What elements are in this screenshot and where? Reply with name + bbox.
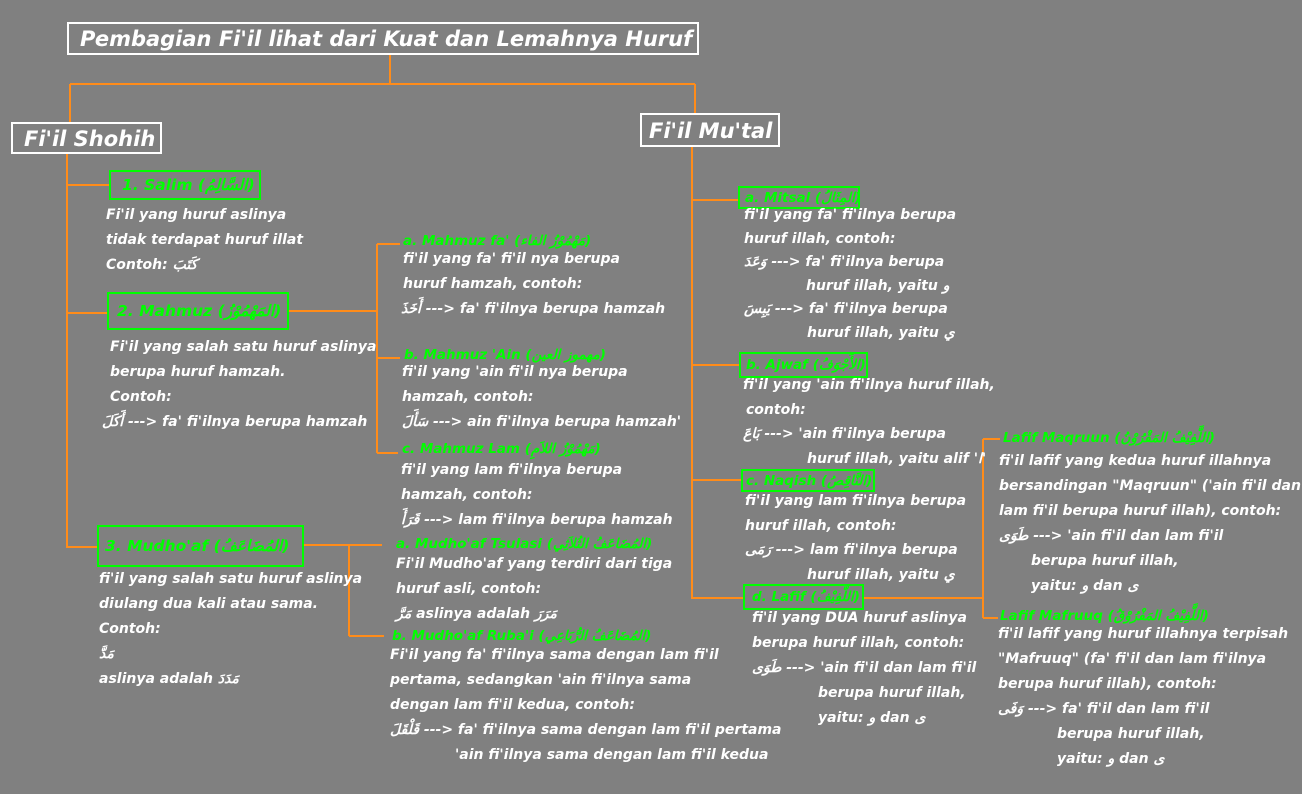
node-lafif-mafruuq: Lafif Mafruuq (اللَّفِيْفُ المَفْرُوْقُ) — [1000, 608, 1209, 624]
node-lafif-maqruun: Lafif Maqruun (اللَّفِيْفُ المَقْرُوْنُ) — [1003, 430, 1215, 446]
salim-description: Fi'il yang huruf aslinya tidak terdapat huruf illat Contoh: كَتَبَ — [106, 207, 304, 273]
mahmuz-ain-description: fi'il yang 'ain fi'il nya berupa hamzah, contoh: سَأَلَ ---> ain fi'ilnya berupa hamzah' — [402, 364, 682, 430]
mudhoaf-rubai-description: Fi'il yang fa' fi'ilnya sama dengan lam fi'il pertama, sedangkan 'ain fi'ilnya sama dengan lam fi'il kedua, contoh: قَلْقَلَ ---> fa' fi'ilnya sama dengan lam fi'il pertama 'ain fi'ilnya sama dengan lam fi'il kedua — [390, 647, 782, 763]
node-fiil-mutal — [640, 113, 780, 147]
lafif-mafruuq-description: fi'il lafif yang huruf illahnya terpisah "Mafruuq" (fa' fi'il dan lam fi'ilnya berupa huruf illah), contoh: وَفَى ---> fa' fi'il dan lam fi'il berupa huruf illah, yaitu: و dan ى — [998, 626, 1289, 767]
node-mahmuz — [107, 292, 289, 330]
node-fiil-mutal-label: Fi'il Mu'tal — [649, 119, 773, 143]
node-fiil-shohih-label: Fi'il Shohih — [24, 127, 156, 151]
node-mudhoaf — [97, 525, 304, 567]
title-text: Pembagian Fi'il lihat dari Kuat dan Lemahnya Huruf — [80, 27, 693, 51]
ajwaf-description: fi'il yang 'ain fi'ilnya huruf illah, contoh: بَاعَ ---> 'ain fi'ilnya berupa huruf illah, yaitu alif 'ا' — [743, 377, 995, 467]
node-salim-label: 1. Salim (السَّالِمُ) — [122, 176, 255, 194]
mitsal-description: fi'il yang fa' fi'ilnya berupa huruf illah, contoh: وَعَدَ ---> fa' fi'ilnya berupa huruf illah, yaitu و يَبِسَ ---> fa' fi'ilnya berupa huruf illah, yaitu ي — [744, 207, 957, 341]
mahmuz-fa-description: fi'il yang fa' fi'il nya berupa huruf hamzah, contoh: أَخَذَ ---> fa' fi'ilnya berupa hamzah — [401, 251, 666, 317]
diagram-title — [67, 22, 699, 55]
node-mahmuz-fa: a. Mahmuz fa' (مَهْمُوْزُ الفاء) — [403, 233, 592, 249]
node-mudhoaf-label: 3. Mudho'af (المُضَاعَفُ) — [105, 537, 290, 555]
naqish-description: fi'il yang lam fi'ilnya berupa huruf illah, contoh: رَمَى ---> lam fi'ilnya berupa huruf illah, yaitu ي — [745, 493, 967, 583]
node-salim — [109, 170, 261, 200]
node-fiil-shohih — [11, 122, 162, 154]
node-mahmuz-label: 2. Mahmuz (المَهْمُوْزُ) — [117, 302, 282, 320]
node-mitsal-label: a. Mitsal (المِثَالُ) — [745, 190, 861, 206]
node-mudhoaf-rubai: b. Mudho'af Ruba'i (المُضَاعَفُ الرُّبَاعِي) — [392, 628, 652, 644]
node-mahmuz-lam: c. Mahmuz Lam (مَهْمُوْزُ اللاَمِ) — [402, 441, 601, 457]
node-mudhoaf-tsulasi: a. Mudho'af Tsulasi (المُضَاعَفُ الثُلاَثِي) — [396, 536, 653, 552]
mahmuz-description: Fi'il yang salah satu huruf aslinya berupa huruf hamzah. Contoh: أَكَلَ ---> fa' fi'ilnya berupa hamzah — [102, 339, 377, 430]
lafif-maqruun-description: fi'il lafif yang kedua huruf illahnya bersandingan "Maqruun" ('ain fi'il dan lam fi'il berupa huruf illah), contoh: طَوَى ---> 'ain fi'il dan lam fi'il berupa huruf illah, yaitu: و dan ى — [999, 453, 1301, 594]
mudhoaf-description: fi'il yang salah satu huruf aslinya diulang dua kali atau sama. Contoh: مَدَّ aslinya adalah مَدَدَ — [99, 571, 363, 687]
node-mahmuz-ain: b. Mahmuz 'Ain (مهموز العين) — [404, 347, 606, 363]
node-naqish-label: c. Naqish (النَّاقِصُ) — [746, 473, 873, 489]
lafif-description: fi'il yang DUA huruf aslinya berupa huruf illah, contoh: طَوَى ---> 'ain fi'il dan lam fi'il berupa huruf illah, yaitu: و dan ى — [752, 610, 977, 726]
mudhoaf-tsulasi-description: Fi'il Mudho'af yang terdiri dari tiga huruf asli, contoh: مَرَّ aslinya adalah مَرَرَ — [396, 556, 673, 622]
node-ajwaf-label: b. Ajwaf (الأَجْوَفُ) — [746, 357, 866, 373]
mahmuz-lam-description: fi'il yang lam fi'ilnya berupa hamzah, contoh: قَرَأَ ---> lam fi'ilnya berupa hamzah — [401, 462, 673, 528]
node-lafif-label: d. Lafif (اللَّفِيْفُ) — [752, 589, 860, 605]
